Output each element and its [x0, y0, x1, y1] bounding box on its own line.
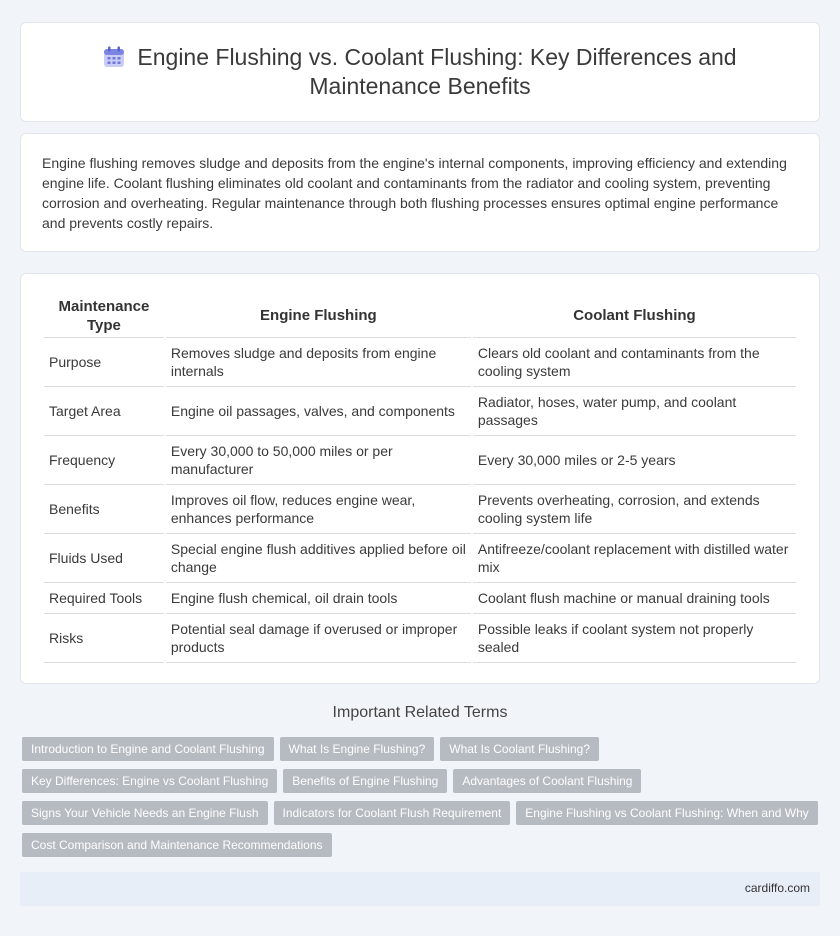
table-cell: Radiator, hoses, water pump, and coolant passages — [473, 387, 796, 436]
related-terms-list — [22, 737, 812, 865]
table-cell: Target Area — [44, 387, 164, 436]
table-row — [44, 338, 796, 387]
table-cell: Risks — [44, 614, 164, 663]
page-title: Engine Flushing vs. Coolant Flushing: Key Differences and Maintenance Benefits — [137, 44, 737, 99]
table-cell: Special engine flush additives applied before oil change — [166, 534, 471, 583]
table-cell: Required Tools — [44, 583, 164, 614]
table-row — [44, 387, 796, 436]
related-terms-title: Important Related Terms — [332, 704, 508, 721]
related-term-link[interactable]: Engine Flushing vs Coolant Flushing: When and Why — [516, 801, 817, 825]
related-term-link[interactable]: Advantages of Coolant Flushing — [453, 769, 641, 793]
table-cell: Coolant flush machine or manual draining tools — [473, 583, 796, 614]
table-header: Engine Flushing — [166, 294, 471, 338]
table-header: Maintenance Type — [44, 294, 164, 338]
comparison-table-card — [20, 273, 820, 684]
intro-text: Engine flushing removes sludge and deposits from the engine's internal components, improving efficiency and extending engine life. Coolant flushing eliminates old coolant and contaminants from the radiator and cooling system, preventing corrosion and overheating. Regular maintenance through both flushing processes ensures optimal engine performance and prevents costly repairs. — [42, 155, 787, 231]
table-header: Coolant Flushing — [473, 294, 796, 338]
related-term-link[interactable]: What Is Engine Flushing? — [280, 737, 435, 761]
related-term-link[interactable]: Introduction to Engine and Coolant Flushing — [22, 737, 274, 761]
header-card — [20, 22, 820, 122]
related-term-link[interactable]: What Is Coolant Flushing? — [440, 737, 599, 761]
related-term-link[interactable]: Indicators for Coolant Flush Requirement — [274, 801, 511, 825]
table-header-row — [44, 294, 796, 338]
table-cell: Antifreeze/coolant replacement with distilled water mix — [473, 534, 796, 583]
table-cell: Fluids Used — [44, 534, 164, 583]
intro-card — [20, 133, 820, 252]
table-cell: Possible leaks if coolant system not properly sealed — [473, 614, 796, 663]
related-term-link[interactable]: Cost Comparison and Maintenance Recommendations — [22, 833, 332, 857]
table-cell: Improves oil flow, reduces engine wear, enhances performance — [166, 485, 471, 534]
table-cell: Every 30,000 to 50,000 miles or per manufacturer — [166, 436, 471, 485]
footer — [20, 872, 820, 906]
table-cell: Potential seal damage if overused or improper products — [166, 614, 471, 663]
table-cell: Clears old coolant and contaminants from the cooling system — [473, 338, 796, 387]
footer-site-link[interactable]: cardiffo.com — [744, 881, 810, 895]
related-term-link[interactable]: Key Differences: Engine vs Coolant Flushing — [22, 769, 277, 793]
comparison-table — [42, 294, 798, 663]
table-row — [44, 614, 796, 663]
related-term-link[interactable]: Signs Your Vehicle Needs an Engine Flush — [22, 801, 268, 825]
table-row — [44, 534, 796, 583]
table-cell: Removes sludge and deposits from engine internals — [166, 338, 471, 387]
table-cell: Prevents overheating, corrosion, and extends cooling system life — [473, 485, 796, 534]
table-cell: Engine flush chemical, oil drain tools — [166, 583, 471, 614]
related-term-link[interactable]: Benefits of Engine Flushing — [283, 769, 447, 793]
table-cell: Purpose — [44, 338, 164, 387]
page-title-wrap — [21, 43, 819, 101]
table-row — [44, 485, 796, 534]
table-cell: Benefits — [44, 485, 164, 534]
table-cell: Every 30,000 miles or 2-5 years — [473, 436, 796, 485]
table-row — [44, 436, 796, 485]
calendar-icon — [103, 46, 125, 68]
table-cell: Engine oil passages, valves, and components — [166, 387, 471, 436]
table-cell: Frequency — [44, 436, 164, 485]
table-row — [44, 583, 796, 614]
